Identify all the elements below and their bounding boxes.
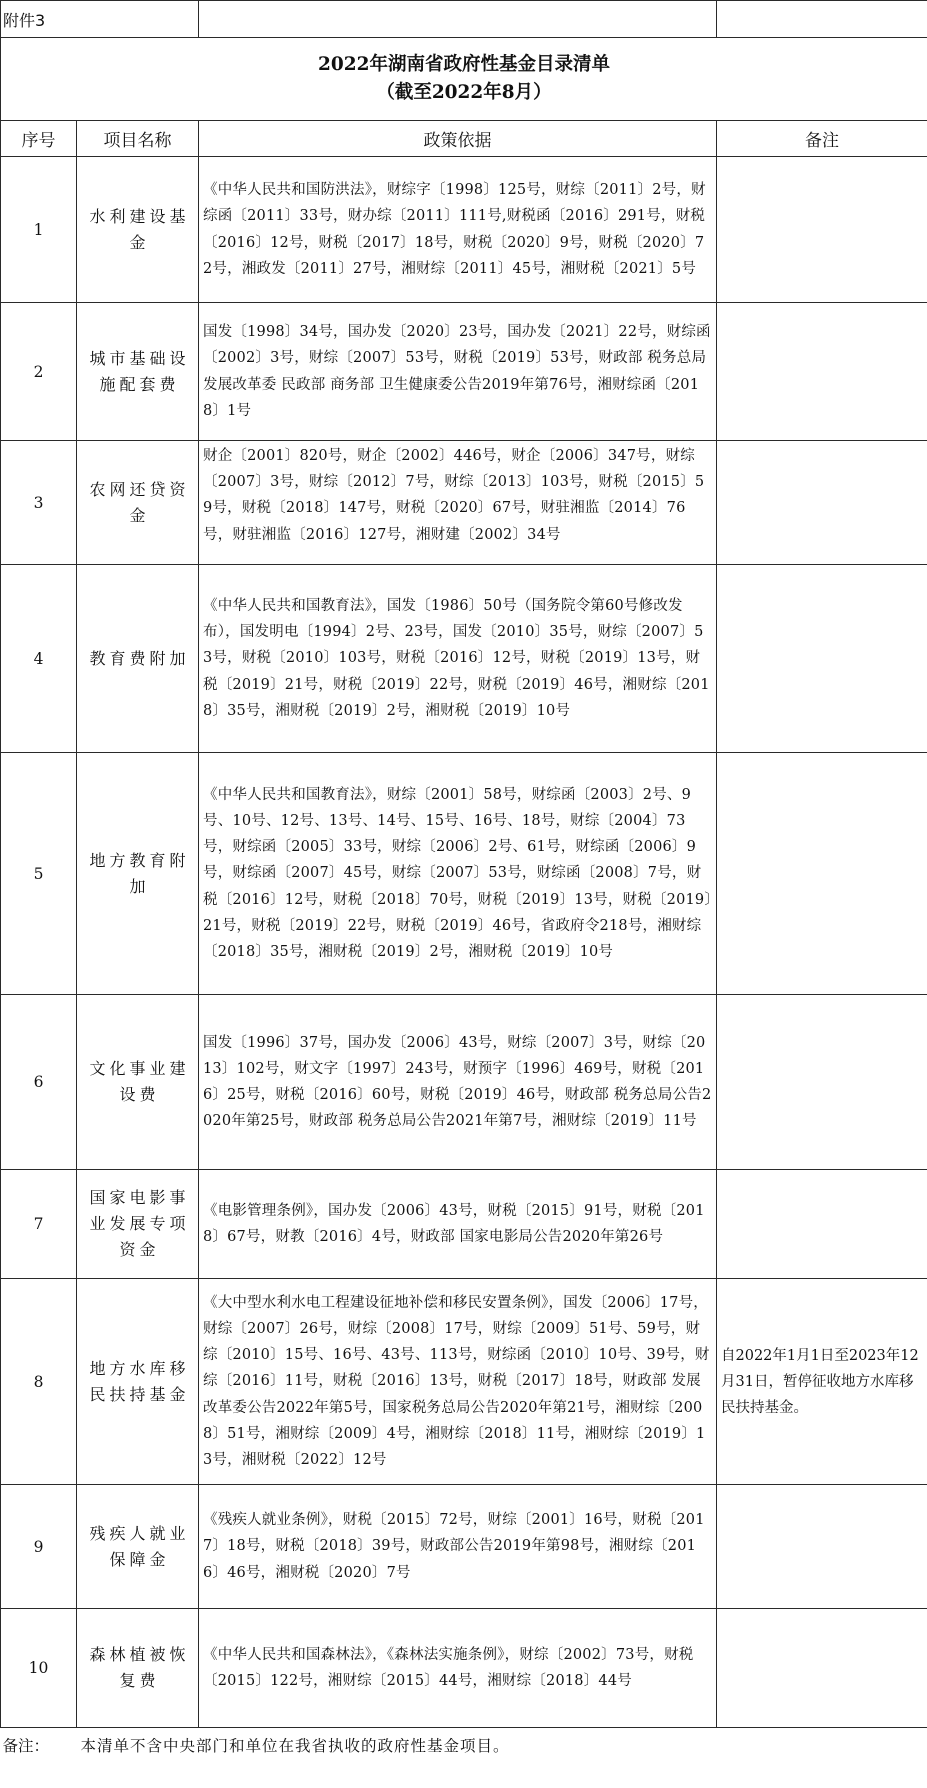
- row-basis-text: 财企〔2001〕820号，财企〔2002〕446号，财企〔2006〕347号，财综〔2007〕3号，财综〔2012〕7号，财综〔2013〕103号，财税〔2015〕59号，财税〔2018〕147号，财税〔2020〕67号，财驻湘监〔2014〕76号，财驻湘监〔2016〕127号，湘财建〔2002〕34号: [203, 443, 712, 548]
- table-row: [1, 995, 927, 1170]
- row-seq: 2: [1, 303, 77, 441]
- row-basis: 《中华人民共和国防洪法》，财综字〔1998〕125号，财综〔2011〕2号，财综函〔2011〕33号，财办综〔2011〕111号,财税函〔2016〕291号，财税〔2016〕12号，财税〔2017〕18号，财税〔2020〕9号，财税〔2020〕72号，湘政发〔2011〕27号，湘财综〔2011〕45号，湘财税〔2021〕5号: [199, 157, 717, 303]
- table-row: [1, 753, 927, 995]
- title-line-2: （截至2022年8月）: [5, 79, 923, 107]
- row-seq: 10: [1, 1609, 77, 1728]
- row-seq: 7: [1, 1170, 77, 1279]
- row-note: 自2022年1月1日至2023年12月31日，暂停征收地方水库移民扶持基金。: [717, 1279, 927, 1485]
- blank-cell: [199, 1, 717, 38]
- row-name: 文化事业建设费: [77, 995, 199, 1170]
- title-line-1: 2022年湖南省政府性基金目录清单: [5, 51, 923, 79]
- header-basis: 政策依据: [199, 121, 717, 157]
- attachment-label: 附件3: [1, 1, 199, 38]
- row-basis: 《中华人民共和国森林法》，《森林法实施条例》，财综〔2002〕73号，财税〔2015〕122号，湘财综〔2015〕44号，湘财综〔2018〕44号: [199, 1609, 717, 1728]
- row-basis: 《电影管理条例》，国办发〔2006〕43号，财税〔2015〕91号，财税〔2018〕67号，财教〔2016〕4号，财政部 国家电影局公告2020年第26号: [199, 1170, 717, 1279]
- table-row: [1, 1485, 927, 1609]
- header-note: 备注: [717, 121, 927, 157]
- table-row: [1, 1609, 927, 1728]
- row-basis: 国发〔1998〕34号，国办发〔2020〕23号，国办发〔2021〕22号，财综函〔2002〕3号，财综〔2007〕53号，财税〔2019〕53号，财政部 税务总局 发展改革委 民政部 商务部 卫生健康委公告2019年第76号，湘财综函〔2018〕1号: [199, 303, 717, 441]
- row-basis: 国发〔1996〕37号，国办发〔2006〕43号，财综〔2007〕3号，财综〔2013〕102号，财文字〔1997〕243号，财预字〔1996〕469号，财税〔2016〕25号，财税〔2016〕60号，财税〔2019〕46号，财政部 税务总局公告2020年第25号，财政部 税务总局公告2021年第7号，湘财综〔2019〕11号: [199, 995, 717, 1170]
- footer-text: 本清单不含中央部门和单位在我省执收的政府性基金项目。: [77, 1728, 927, 1788]
- row-name: 水利建设基金: [77, 157, 199, 303]
- row-name: 森林植被恢复费: [77, 1609, 199, 1728]
- table-row: [1, 157, 927, 303]
- title-row: [1, 38, 927, 121]
- row-note: [717, 303, 927, 441]
- row-name: 残疾人就业保障金: [77, 1485, 199, 1609]
- row-note: [717, 441, 927, 565]
- row-basis: 《残疾人就业条例》，财税〔2015〕72号，财综〔2001〕16号，财税〔2017〕18号，财税〔2018〕39号，财政部公告2019年第98号，湘财综〔2016〕46号，湘财税〔2020〕7号: [199, 1485, 717, 1609]
- row-name: 国家电影事业发展专项资金: [77, 1170, 199, 1279]
- row-note: [717, 157, 927, 303]
- row-name: 农网还贷资金: [77, 441, 199, 565]
- blank-cell: [717, 1, 927, 38]
- header-name: 项目名称: [77, 121, 199, 157]
- row-name: 地方教育附加: [77, 753, 199, 995]
- footer-label: 备注：: [1, 1728, 77, 1788]
- table-row: [1, 303, 927, 441]
- row-note: [717, 995, 927, 1170]
- table-row: [1, 1279, 927, 1485]
- row-seq: 5: [1, 753, 77, 995]
- row-basis: [199, 441, 717, 565]
- page-title: [1, 38, 927, 121]
- row-basis: 《大中型水利水电工程建设征地补偿和移民安置条例》，国发〔2006〕17号，财综〔2007〕26号，财综〔2008〕17号，财综〔2009〕51号、59号，财综〔2010〕15号、16号、43号、113号，财综函〔2010〕10号、39号，财综〔2016〕11号，财税〔2016〕13号，财税〔2017〕18号，财政部 发展改革委公告2022年第5号，国家税务总局公告2020年第21号，湘财综〔2008〕51号，湘财综〔2009〕4号，湘财综〔2018〕11号，湘财综〔2019〕13号，湘财税〔2022〕12号: [199, 1279, 717, 1485]
- header-row: [1, 121, 927, 157]
- attachment-row: [1, 1, 927, 38]
- row-name: 教育费附加: [77, 565, 199, 753]
- row-note: [717, 1609, 927, 1728]
- footer-row: [1, 1728, 927, 1788]
- row-seq: 4: [1, 565, 77, 753]
- row-seq: 3: [1, 441, 77, 565]
- row-note: [717, 753, 927, 995]
- row-note: [717, 1485, 927, 1609]
- row-seq: 9: [1, 1485, 77, 1609]
- row-seq: 1: [1, 157, 77, 303]
- row-basis: 《中华人民共和国教育法》，国发〔1986〕50号（国务院令第60号修改发布），国发明电〔1994〕2号、23号，国发〔2010〕35号，财综〔2007〕53号，财税〔2010〕103号，财税〔2016〕12号，财税〔2019〕13号，财税〔2019〕21号，财税〔2019〕22号，财税〔2019〕46号，湘财综〔2018〕35号，湘财税〔2019〕2号，湘财税〔2019〕10号: [199, 565, 717, 753]
- row-note: [717, 565, 927, 753]
- row-seq: 8: [1, 1279, 77, 1485]
- table-row: [1, 565, 927, 753]
- row-name: 城市基础设施配套费: [77, 303, 199, 441]
- row-seq: 6: [1, 995, 77, 1170]
- row-basis: 《中华人民共和国教育法》，财综〔2001〕58号，财综函〔2003〕2号、9号、10号、12号、13号、14号、15号、16号、18号，财综〔2004〕73号，财综函〔2005〕33号，财综〔2006〕2号、61号，财综函〔2006〕9号，财综函〔2007〕45号，财综〔2007〕53号，财综函〔2008〕7号，财税〔2016〕12号，财税〔2018〕70号，财税〔2019〕13号，财税〔2019〕21号，财税〔2019〕22号，财税〔2019〕46号，省政府令218号，湘财综〔2018〕35号，湘财税〔2019〕2号，湘财税〔2019〕10号: [199, 753, 717, 995]
- header-seq: 序号: [1, 121, 77, 157]
- row-note: [717, 1170, 927, 1279]
- table-row: [1, 441, 927, 565]
- row-name: 地方水库移民扶持基金: [77, 1279, 199, 1485]
- table-row: [1, 1170, 927, 1279]
